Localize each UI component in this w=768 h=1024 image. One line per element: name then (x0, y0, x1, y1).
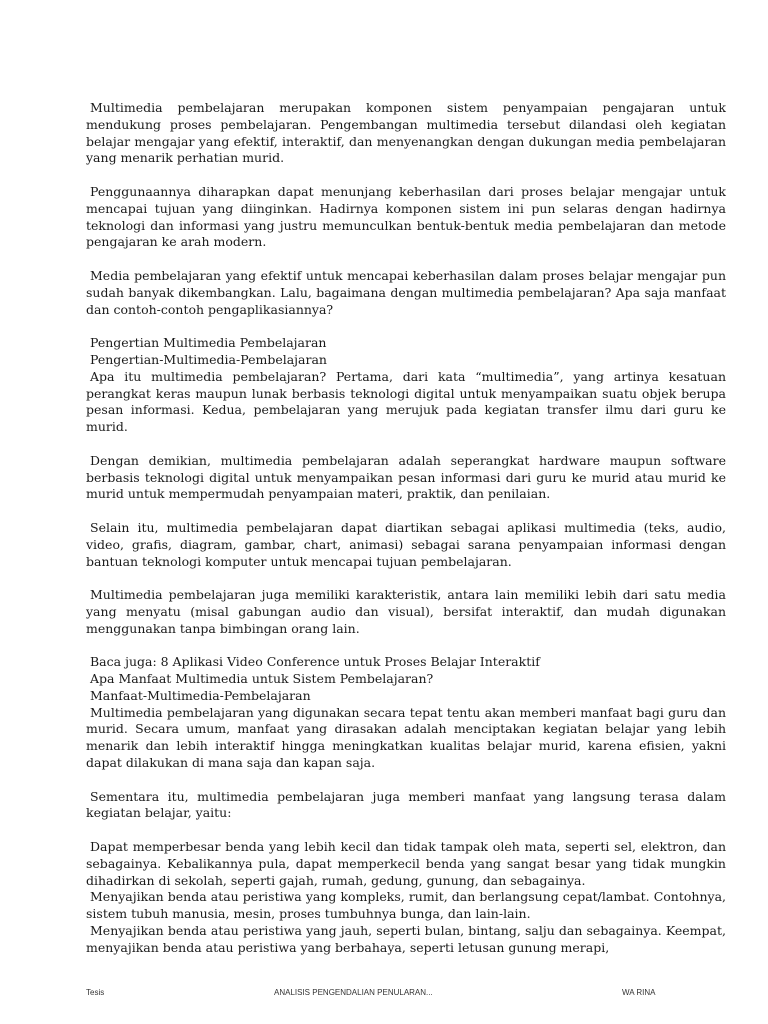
intro-paragraph-3: Media pembelajaran yang efektif untuk mencapai keberhasilan dalam proses belajar mengajar pun sudah banyak dikembangkan. Lalu, bagaimana dengan multimedia pembelajaran? Apa saja manfaat dan contoh-contoh pengaplikasiannya? (86, 267, 726, 317)
image-caption-manfaat: Manfaat-Multimedia-Pembelajaran (90, 687, 311, 703)
footer-author: WA RINA (622, 988, 656, 997)
image-caption-pengertian: Pengertian-Multimedia-Pembelajaran (90, 351, 327, 367)
section1-paragraph-2: Dengan demikian, multimedia pembelajaran adalah seperangkat hardware maupun software berbasis teknologi digital untuk menyampaikan pesan informasi dari guru ke murid atau murid ke murid untuk mempermudah penyampaian materi, praktik, dan penilaian. (86, 452, 726, 502)
section2-paragraph-1: Multimedia pembelajaran yang digunakan secara tepat tentu akan memberi manfaat bagi guru dan murid. Secara umum, manfaat yang dirasakan adalah menciptakan kegiatan belajar yang lebih menarik dan lebih interaktif hingga meningkatkan kualitas belajar murid, karena efisien, yakni dapat dilakukan di mana saja dan kapan saja. (86, 704, 726, 771)
list-item: Menyajikan benda atau peristiwa yang kompleks, rumit, dan berlangsung cepat/lambat. Contohnya, sistem tubuh manusia, mesin, proses tumbuhnya bunga, dan lain-lain. (86, 889, 726, 922)
section1-paragraph-1: Apa itu multimedia pembelajaran? Pertama, dari kata “multimedia”, yang artinya kesatuan perangkat keras maupun lunak berbasis teknologi digital untuk menyampaikan suatu objek berupa pesan informasi. Kedua, pembelajaran yang merujuk pada kegiatan transfer ilmu dari guru ke murid. (86, 368, 726, 435)
section-heading-pengertian: Pengertian Multimedia Pembelajaran (90, 335, 327, 351)
list-item: Dapat memperbesar benda yang lebih kecil dan tidak tampak oleh mata, seperti sel, elektron, dan sebagainya. Kebalikannya pula, dapat memperkecil benda yang sangat besar yang tidak mungkin dihadirkan di sekolah, seperti gajah, rumah, gedung, gunung, dan sebagainya. (86, 839, 726, 888)
footer-left: Tesis (86, 988, 105, 997)
intro-paragraph-1: Multimedia pembelajaran merupakan komponen sistem penyampaian pengajaran untuk mendukung proses pembelajaran. Pengembangan multimedia tersebut dilandasi oleh kegiatan belajar mengajar yang efektif, interaktif, dan menyenangkan dengan dukungan media pembelajaran yang menarik perhatian murid. (86, 100, 726, 166)
document-page (86, 100, 726, 957)
footer-title: ANALISIS PENGENDALIAN PENULARAN... (274, 988, 433, 997)
section2-paragraph-2: Sementara itu, multimedia pembelajaran juga memberi manfaat yang langsung terasa dalam kegiatan belajar, yaitu: (86, 788, 726, 821)
section-heading-manfaat: Apa Manfaat Multimedia untuk Sistem Pembelajaran? (90, 671, 434, 687)
see-also-link[interactable]: Baca juga: 8 Aplikasi Video Conference untuk Proses Belajar Interaktif (90, 654, 540, 670)
section1-paragraph-4: Multimedia pembelajaran juga memiliki karakteristik, antara lain memiliki lebih dari satu media yang menyatu (misal gabungan audio dan visual), bersifat interaktif, dan mudah digunakan menggunakan tanpa bimbingan orang lain. (86, 587, 726, 636)
intro-paragraph-2: Penggunaannya diharapkan dapat menunjang keberhasilan dari proses belajar mengajar untuk mencapai tujuan yang diinginkan. Hadirnya komponen sistem ini pun selaras dengan hadirnya teknologi dan informasi yang justru memunculkan bentuk-bentuk media pembelajaran dan metode pengajaran ke arah modern. (86, 183, 726, 250)
section1-paragraph-3: Selain itu, multimedia pembelajaran dapat diartikan sebagai aplikasi multimedia (teks, audio, video, grafis, diagram, gambar, chart, animasi) sebagai sarana penyampaian informasi dengan bantuan teknologi komputer untuk mencapai tujuan pembelajaran. (86, 519, 726, 569)
list-item: Menyajikan benda atau peristiwa yang jauh, seperti bulan, bintang, salju dan sebagainya. Keempat, menyajikan benda atau peristiwa yang berbahaya, seperti letusan gunung merapi, (86, 923, 726, 955)
